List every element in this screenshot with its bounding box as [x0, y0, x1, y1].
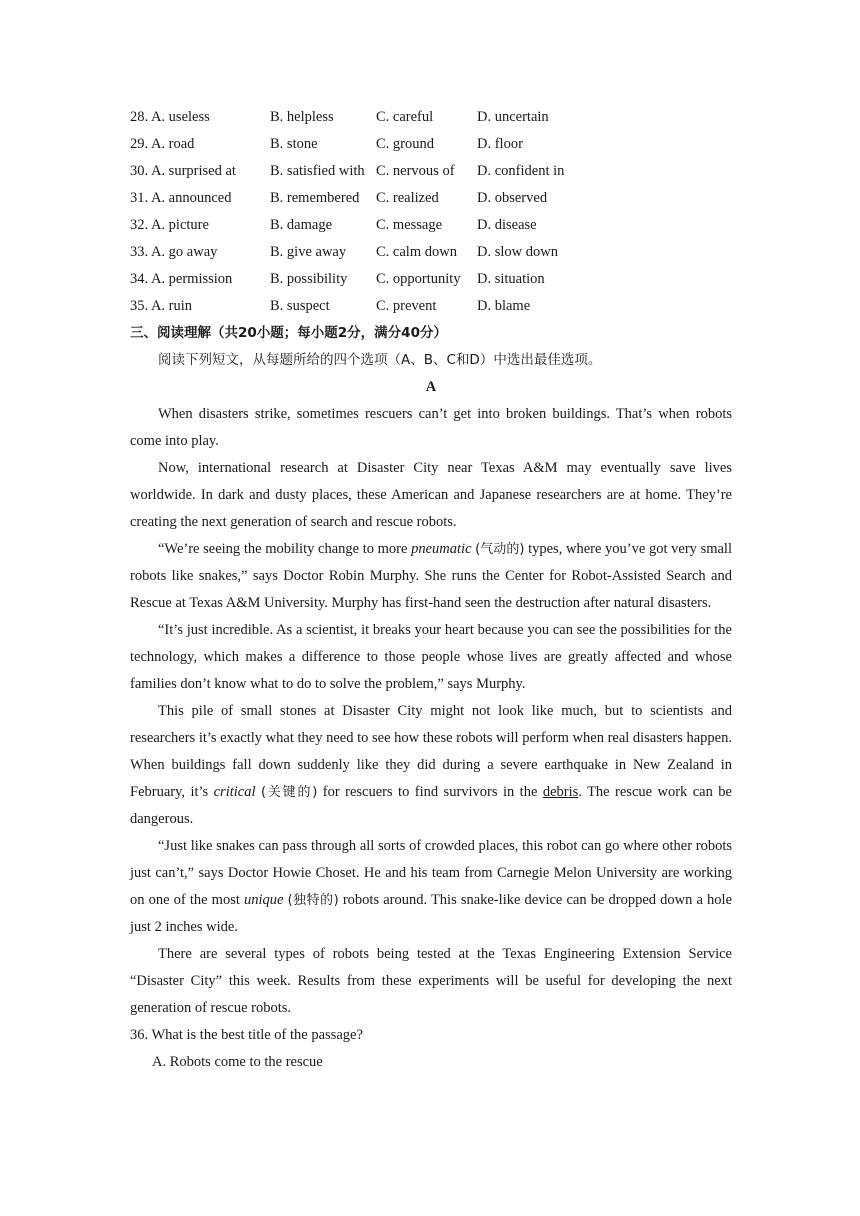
- section-instruction: 阅读下列短文，从每题所给的四个选项（A、B、C和D）中选出最佳选项。: [158, 352, 602, 368]
- glossed-term: unique: [244, 892, 284, 908]
- option-b: B. suspect: [270, 298, 330, 314]
- option-a: 32. A. picture: [130, 217, 209, 233]
- options-row-29: [130, 131, 732, 158]
- option-d: D. observed: [477, 190, 548, 206]
- option-b: B. possibility: [270, 271, 348, 287]
- paragraph-4: “It’s just incredible. As a scientist, it breaks your heart because you can see the possibilities for the technology, which makes a difference to those people whose lives are greatly affected and whose families don’t know what to do to solve the problem,” says Murphy.: [130, 622, 732, 692]
- question-36: 36. What is the best title of the passage?: [130, 1027, 363, 1043]
- paragraph-1: When disasters strike, sometimes rescuers can’t get into broken buildings. That’s when robots come into play.: [130, 406, 732, 449]
- option-a: 29. A. road: [130, 136, 195, 152]
- option-a: 34. A. permission: [130, 271, 233, 287]
- chinese-gloss: (关键的): [260, 785, 318, 800]
- option-c: C. realized: [376, 190, 439, 206]
- text-run: types, where you’ve got very small robots like snakes,” says Doctor Robin Murphy. She runs the Center for Robot-Assisted Search and Rescue at Texas A&M University. Murphy has first-hand seen the destruction after natural disasters.: [130, 541, 732, 611]
- option-b: B. damage: [270, 217, 333, 233]
- option-c: C. opportunity: [376, 271, 461, 287]
- option-d: D. situation: [477, 271, 545, 287]
- option-c: C. prevent: [376, 298, 437, 314]
- text-run: “Just like snakes can pass through all sorts of crowded places, this robot can go where other robots just can’t,” says Doctor Howie Choset. He and his team from Carnegie Melon University are working on one of the most: [130, 838, 732, 908]
- options-row-28: [130, 104, 732, 131]
- passage-label: A: [425, 379, 437, 395]
- section-title: 三、阅读理解（共20小题；每小题2分，满分40分）: [130, 325, 447, 341]
- text-run: robots around. This snake-like device can be dropped down a hole just 2 inches wide.: [130, 892, 733, 935]
- options-row-30: [130, 158, 732, 185]
- option-d: D. disease: [477, 217, 537, 233]
- option-a: 31. A. announced: [130, 190, 232, 206]
- option-b: B. satisfied with: [270, 163, 365, 179]
- underlined-word: debris: [542, 784, 579, 800]
- text-run: This pile of small stones at Disaster City might not look like much, but to scientists and researchers it’s exactly what they need to see how these robots will perform when real disasters happen. When buildings fall down suddenly like they did during a severe earthquake in New Zealand in February, it’s: [130, 703, 732, 800]
- cloze-options-list: [130, 104, 732, 320]
- text-run: “We’re seeing the mobility change to more: [158, 541, 412, 557]
- chinese-gloss: (气动的): [475, 542, 525, 557]
- paragraph-3: [130, 536, 732, 617]
- option-a: 33. A. go away: [130, 244, 218, 260]
- option-c: C. ground: [376, 136, 434, 152]
- options-row-31: [130, 185, 732, 212]
- text-run: for rescuers to find survivors in the: [317, 784, 543, 800]
- option-c: C. calm down: [376, 244, 457, 260]
- option-a: 30. A. surprised at: [130, 163, 236, 179]
- option-c: C. nervous of: [376, 163, 455, 179]
- chinese-gloss: (独特的): [287, 893, 339, 908]
- options-row-32: [130, 212, 732, 239]
- option-b: B. remembered: [270, 190, 360, 206]
- options-row-35: [130, 293, 732, 320]
- text-run: . The rescue work can be dangerous.: [130, 784, 732, 827]
- option-b: B. helpless: [270, 109, 334, 125]
- option-d: D. uncertain: [477, 109, 549, 125]
- option-a: 28. A. useless: [130, 109, 210, 125]
- options-row-34: [130, 266, 732, 293]
- option-b: B. give away: [270, 244, 347, 260]
- glossed-term: pneumatic: [411, 541, 472, 557]
- option-a: 35. A. ruin: [130, 298, 193, 314]
- option-d: D. floor: [477, 136, 523, 152]
- option-c: C. message: [376, 217, 443, 233]
- paragraph-5: [130, 698, 732, 833]
- option-d: D. slow down: [477, 244, 558, 260]
- paragraph-6: [130, 833, 732, 941]
- option-b: B. stone: [270, 136, 318, 152]
- paragraph-2: Now, international research at Disaster City near Texas A&M may eventually save lives worldwide. In dark and dusty places, these American and Japanese researchers are at home. They’re creating the next generation of search and rescue robots.: [130, 460, 732, 530]
- option-d: D. blame: [477, 298, 531, 314]
- paragraph-7: There are several types of robots being tested at the Texas Engineering Extension Service “Disaster City” this week. Results from these experiments will be useful for developing the next generation of rescue robots.: [130, 946, 732, 1016]
- answer-option-a: A. Robots come to the rescue: [152, 1054, 323, 1070]
- glossed-term: critical: [213, 784, 256, 800]
- reading-passage: [130, 401, 732, 1022]
- option-c: C. careful: [376, 109, 434, 125]
- options-row-33: [130, 239, 732, 266]
- exam-page: [130, 104, 732, 1076]
- option-d: D. confident in: [477, 163, 565, 179]
